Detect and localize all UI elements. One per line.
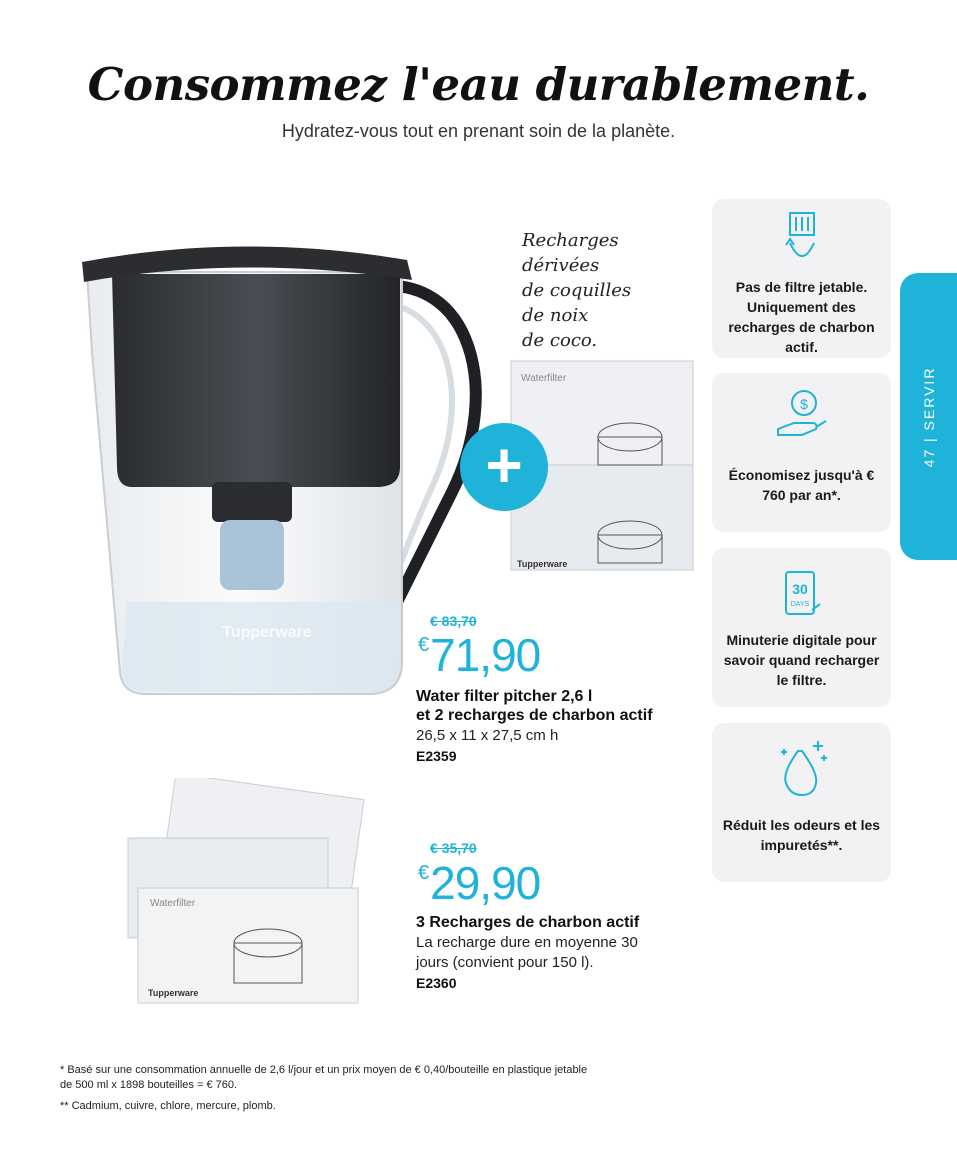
section-tab (900, 273, 957, 560)
svg-text:$: $ (799, 396, 808, 412)
feature-text-timer: Minuterie digitale pour savoir quand recharger le filtre. (723, 632, 880, 688)
product2-old-price: € 35,70 (430, 840, 477, 856)
page-title: Consommez l'eau durablement. (87, 58, 870, 111)
three-refill-packs-image (118, 778, 368, 1008)
timer-label: DAYS (790, 601, 809, 608)
feature-card-odors (712, 723, 891, 882)
product1-price (418, 628, 540, 682)
product1-old-price: € 83,70 (430, 613, 477, 629)
product1-dimensions: 26,5 x 11 x 27,5 cm h (416, 727, 559, 744)
filter-refill-icon (782, 209, 822, 273)
product2-currency: € (418, 862, 429, 884)
product2-name: 3 Recharges de charbon actif (416, 914, 640, 931)
product1-code: E2359 (416, 748, 457, 764)
feature-card-no-disposable (712, 199, 891, 358)
product2-price (418, 856, 540, 910)
section-tab-label: 47 | SERVIR (920, 366, 937, 467)
timer-30-days-icon (778, 558, 826, 622)
water-drop-icon (772, 733, 832, 797)
pack-maker-text-bottom: Tupperware (148, 988, 199, 998)
feature-text-odors: Réduit les odeurs et les impuretés**. (722, 817, 881, 853)
product1-price-value: 71,90 (430, 629, 541, 681)
pack-brand-text-bottom: Waterfilter (150, 898, 196, 909)
pack-maker-text: Tupperware (517, 559, 568, 569)
coconut-note: Recharges dérivées de coquilles de noix de coco. (522, 230, 632, 351)
product2-price-value: 29,90 (430, 857, 541, 909)
feature-card-timer (712, 548, 891, 707)
product1-name-line1: Water filter pitcher 2,6 l (416, 688, 593, 705)
footnote-1-line2: de 500 ml x 1898 bouteilles = € 760. (60, 1079, 238, 1091)
feature-text-savings: Économisez jusqu'à € 760 par an*. (728, 467, 875, 503)
feature-text-no-disposable: Pas de filtre jetable. Uniquement des recharges de charbon actif. (728, 279, 875, 355)
timer-number: 30 (791, 581, 808, 597)
page-subtitle: Hydratez-vous tout en prenant soin de la planète. (281, 121, 676, 141)
feature-card-savings (712, 373, 891, 532)
pack-brand-text: Waterfilter (521, 373, 567, 384)
product2-desc-line1: La recharge dure en moyenne 30 (416, 934, 638, 951)
product1-name-line2: et 2 recharges de charbon actif (416, 707, 653, 724)
plus-icon: + (460, 423, 548, 511)
money-hand-icon (772, 383, 832, 443)
footnote-2: ** Cadmium, cuivre, chlore, mercure, plomb. (60, 1100, 276, 1112)
footnote-1-line1: * Basé sur une consommation annuelle de 2,6 l/jour et un prix moyen de € 0,40/bouteille en plastique jetable (60, 1064, 588, 1076)
product1-currency: € (418, 634, 429, 656)
product2-desc-line2: jours (convient pour 150 l). (416, 954, 594, 971)
pitcher-brand-text: Tupperware (222, 624, 312, 641)
product2-code: E2360 (416, 975, 457, 991)
